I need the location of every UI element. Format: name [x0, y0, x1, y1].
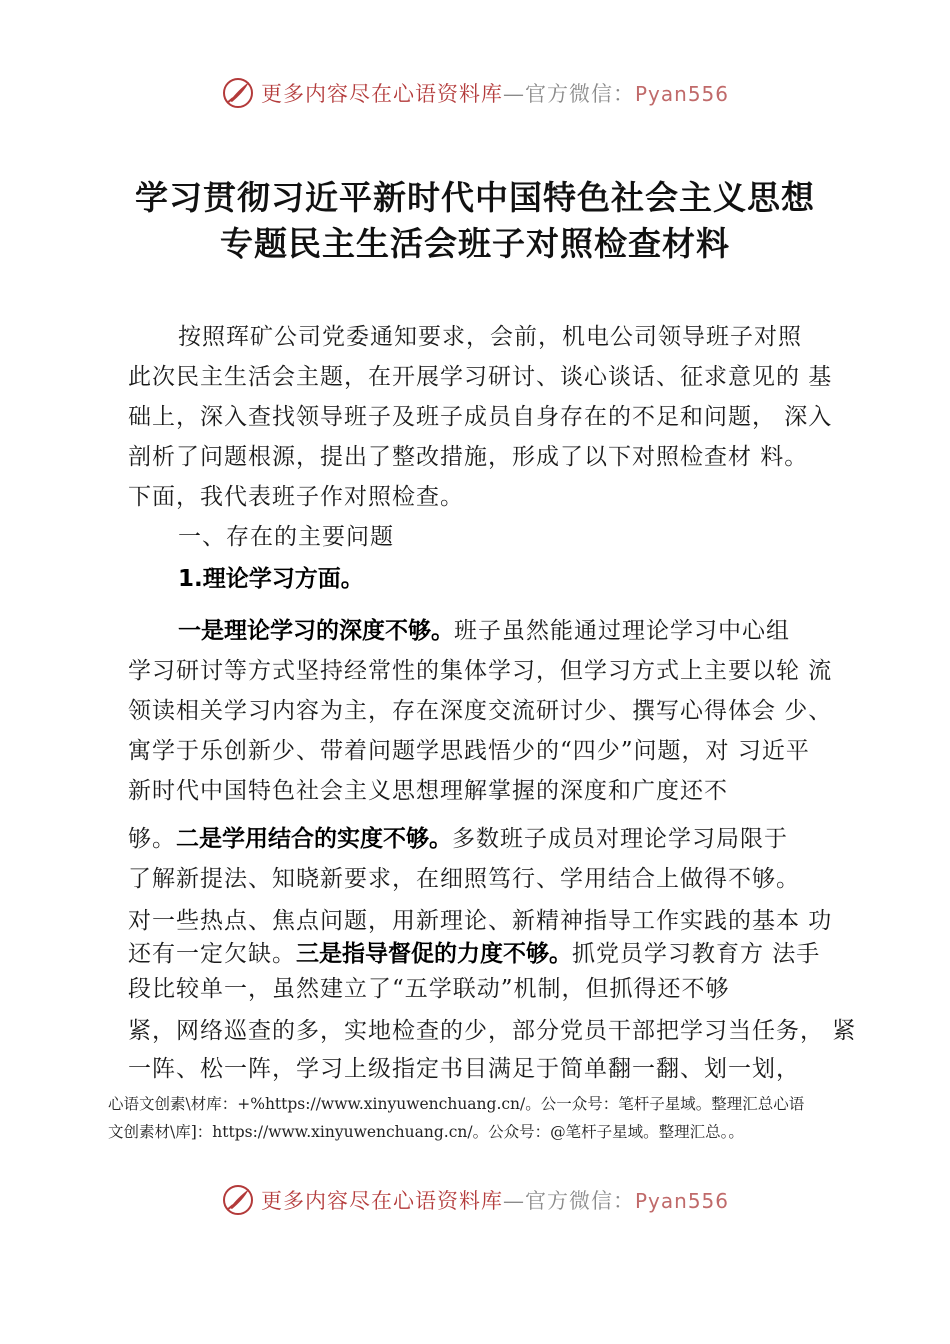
point-heading: 一是理论学习的深度不够。: [178, 618, 454, 644]
paragraph-line: 一阵、松一阵，学习上级指定书目满足于简单翻一翻、划一划，: [128, 1056, 800, 1082]
banner-text: [261, 78, 729, 108]
point-text: 多数班子成员对理论学习局限于: [452, 826, 788, 852]
subsection-heading: 1.理论学习方面。: [178, 566, 364, 592]
paragraph-line: 寓学于乐创新少、带着问题学思践悟少的“四少”问题，对 习近平: [128, 738, 810, 764]
paragraph-line: [128, 935, 820, 968]
point-heading: 三是指导督促的力度不够。: [296, 941, 572, 967]
paragraph-line: 剖析了问题根源，提出了整改措施，形成了以下对照检查材 料。: [128, 444, 809, 470]
paragraph-line: [128, 820, 788, 853]
header-banner: [0, 73, 950, 113]
quill-logo-icon: [221, 1183, 255, 1217]
paragraph-line: 下面，我代表班子作对照检查。: [128, 484, 464, 510]
point-heading: 二是学用结合的实度不够。: [176, 826, 452, 852]
paragraph-line: 段比较单一，虽然建立了“五学联动”机制，但抓得还不够: [128, 976, 730, 1002]
paragraph-line: 对一些热点、焦点问题，用新理论、新精神指导工作实践的基本 功: [128, 908, 833, 934]
section-heading: 一、存在的主要问题: [178, 524, 394, 550]
source-note-line2: 文创素材\库]：https://www.xinyuwenchuang.cn/。公众号：@笔杆子星域。整理汇总。。: [108, 1123, 744, 1141]
point-text: 班子虽然能通过理论学习中心组: [454, 618, 790, 644]
paragraph-line: 了解新提法、知晓新要求，在细照笃行、学用结合上做得不够。: [128, 866, 800, 892]
footer-banner: [0, 1180, 950, 1220]
document-title-line2: 专题民主生活会班子对照检查材料: [220, 224, 730, 263]
banner-separator: —: [502, 82, 525, 106]
banner-separator: —: [502, 1189, 525, 1213]
paragraph-line: 领读相关学习内容为主，存在深度交流研讨少、撰写心得体会 少、: [128, 698, 833, 724]
document-title-line1: 学习贯彻习近平新时代中国特色社会主义思想: [135, 178, 815, 217]
banner-brand: 更多内容尽在心语资料库: [260, 82, 503, 106]
banner-wechat-id: Pyan556: [634, 1189, 729, 1213]
quill-logo-icon: [221, 76, 255, 110]
paragraph-line: 础上，深入查找领导班子及班子成员自身存在的不足和问题， 深入: [128, 404, 833, 430]
banner-wechat-label: 官方微信：: [524, 1189, 635, 1213]
source-note-line1: 心语文创素\材库：+%https://www.xinyuwenchuang.cn/。公一众号：笔杆子星域。整理汇总心语: [108, 1095, 805, 1113]
point-text: 够。: [128, 826, 176, 852]
paragraph-line: 学习研讨等方式坚持经常性的集体学习，但学习方式上主要以轮 流: [128, 658, 833, 684]
point-text: 抓党员学习教育方 法手: [572, 941, 821, 967]
banner-wechat-label: 官方微信：: [524, 82, 635, 106]
paragraph-line: 此次民主生活会主题，在开展学习研讨、谈心谈话、征求意见的 基: [128, 364, 833, 390]
banner-wechat-id: Pyan556: [634, 82, 729, 106]
paragraph-line: 按照珲矿公司党委通知要求，会前，机电公司领导班子对照: [178, 324, 802, 350]
paragraph-line: [178, 612, 790, 645]
point-text: 还有一定欠缺。: [128, 941, 296, 967]
paragraph-line: 紧，网络巡查的多，实地检查的少，部分党员干部把学习当任务， 紧: [128, 1018, 857, 1044]
banner-brand: 更多内容尽在心语资料库: [260, 1189, 503, 1213]
banner-text: [261, 1185, 729, 1215]
paragraph-line: 新时代中国特色社会主义思想理解掌握的深度和广度还不: [128, 778, 728, 804]
